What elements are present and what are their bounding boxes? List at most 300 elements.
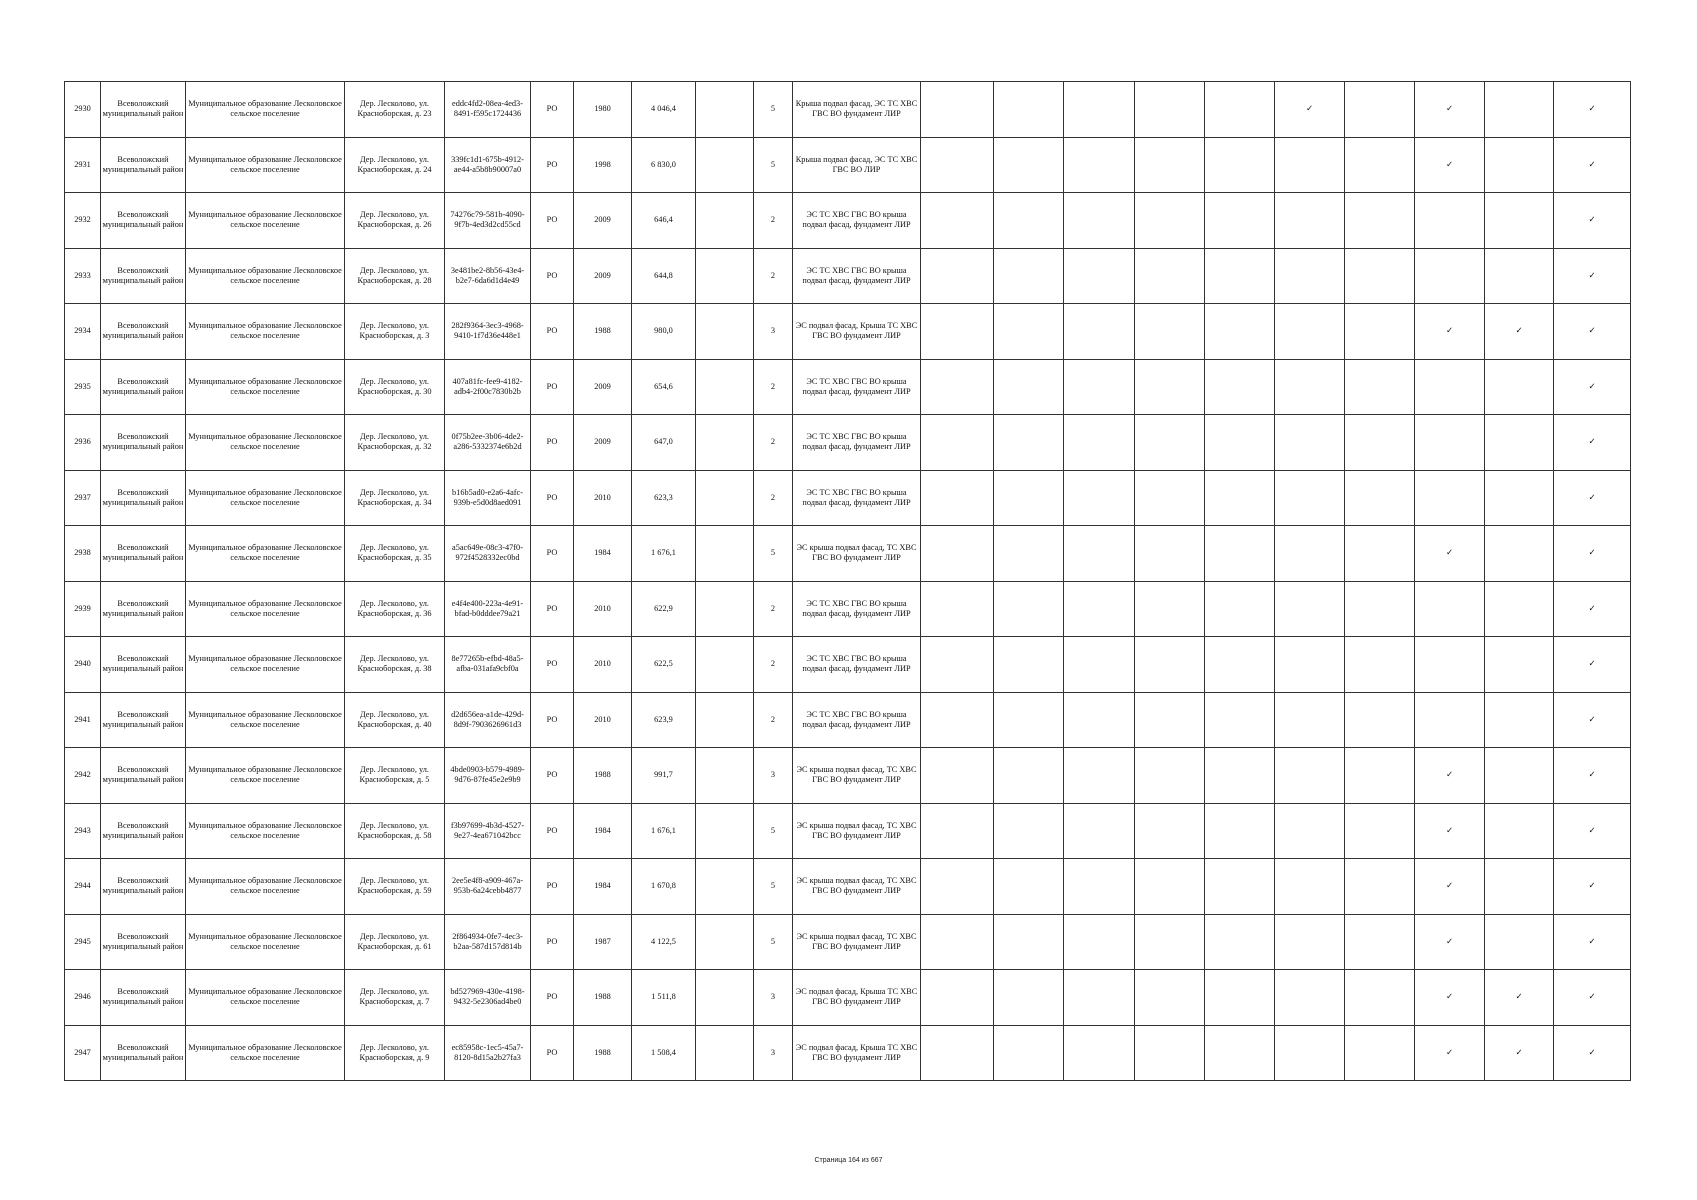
district-cell: Всеволожский муниципальный район bbox=[101, 914, 186, 970]
municipality-cell: Муниципальное образование Лесколовское сельское поселение bbox=[186, 859, 345, 915]
row-number-cell: 2937 bbox=[65, 470, 101, 526]
address-cell: Дер. Лесколово, ул. Красноборская, д. 38 bbox=[345, 637, 445, 693]
empty-cell bbox=[921, 359, 994, 415]
empty-cell bbox=[696, 415, 754, 471]
total-area-cell: 6 830,0 bbox=[632, 137, 696, 193]
total-area-cell: 644,8 bbox=[632, 248, 696, 304]
empty-cell bbox=[1205, 415, 1275, 471]
house-guid-cell: b16b5ad0-e2a6-4afc-939b-e5d0d8aed091 bbox=[445, 470, 531, 526]
floors-cell: 5 bbox=[754, 914, 793, 970]
works-list-cell: ЭС подвал фасад, Крыша ТС ХВС ГВС ВО фундамент ЛИР bbox=[793, 970, 921, 1026]
empty-cell bbox=[1485, 637, 1554, 693]
total-area-cell: 980,0 bbox=[632, 304, 696, 360]
build-year-cell: 1998 bbox=[574, 137, 632, 193]
empty-cell bbox=[1345, 1025, 1415, 1081]
table-row bbox=[65, 248, 1631, 304]
empty-cell bbox=[1135, 859, 1205, 915]
check-mark-icon: ✓ bbox=[1485, 970, 1554, 1026]
empty-cell bbox=[1135, 304, 1205, 360]
works-list-cell: ЭС крыша подвал фасад, ТС ХВС ГВС ВО фундамент ЛИР bbox=[793, 526, 921, 582]
empty-cell bbox=[994, 193, 1064, 249]
address-cell: Дер. Лесколово, ул. Красноборская, д. 35 bbox=[345, 526, 445, 582]
empty-cell bbox=[1345, 803, 1415, 859]
empty-cell bbox=[921, 914, 994, 970]
empty-cell bbox=[994, 692, 1064, 748]
build-year-cell: 1988 bbox=[574, 748, 632, 804]
municipality-cell: Муниципальное образование Лесколовское сельское поселение bbox=[186, 526, 345, 582]
check-mark-icon: ✓ bbox=[1485, 1025, 1554, 1081]
row-number-cell: 2947 bbox=[65, 1025, 101, 1081]
total-area-cell: 647,0 bbox=[632, 415, 696, 471]
municipality-cell: Муниципальное образование Лесколовское сельское поселение bbox=[186, 581, 345, 637]
row-number-cell: 2941 bbox=[65, 692, 101, 748]
row-number-cell: 2932 bbox=[65, 193, 101, 249]
empty-cell bbox=[921, 415, 994, 471]
build-year-cell: 1984 bbox=[574, 859, 632, 915]
table-row bbox=[65, 1025, 1631, 1081]
check-mark-icon: ✓ bbox=[1415, 803, 1485, 859]
check-mark-icon: ✓ bbox=[1415, 859, 1485, 915]
district-cell: Всеволожский муниципальный район bbox=[101, 470, 186, 526]
build-year-cell: 1988 bbox=[574, 1025, 632, 1081]
fund-type-cell: РО bbox=[531, 859, 574, 915]
empty-cell bbox=[1485, 581, 1554, 637]
district-cell: Всеволожский муниципальный район bbox=[101, 748, 186, 804]
fund-type-cell: РО bbox=[531, 914, 574, 970]
total-area-cell: 622,5 bbox=[632, 637, 696, 693]
total-area-cell: 4 046,4 bbox=[632, 82, 696, 138]
empty-cell bbox=[1135, 470, 1205, 526]
row-number-cell: 2943 bbox=[65, 803, 101, 859]
district-cell: Всеволожский муниципальный район bbox=[101, 803, 186, 859]
empty-cell bbox=[1345, 581, 1415, 637]
district-cell: Всеволожский муниципальный район bbox=[101, 859, 186, 915]
address-cell: Дер. Лесколово, ул. Красноборская, д. 40 bbox=[345, 692, 445, 748]
empty-cell bbox=[921, 82, 994, 138]
empty-cell bbox=[1485, 692, 1554, 748]
row-number-cell: 2942 bbox=[65, 748, 101, 804]
check-mark-icon: ✓ bbox=[1415, 137, 1485, 193]
table-row bbox=[65, 859, 1631, 915]
empty-cell bbox=[1345, 359, 1415, 415]
total-area-cell: 623,9 bbox=[632, 692, 696, 748]
check-mark-icon: ✓ bbox=[1415, 914, 1485, 970]
municipality-cell: Муниципальное образование Лесколовское сельское поселение bbox=[186, 82, 345, 138]
house-guid-cell: f3b97699-4b3d-4527-9e27-4ea671042bcc bbox=[445, 803, 531, 859]
house-guid-cell: 8e77265b-efbd-48a5-afba-031afa9cbf0a bbox=[445, 637, 531, 693]
works-list-cell: ЭС ТС ХВС ГВС ВО крыша подвал фасад, фундамент ЛИР bbox=[793, 470, 921, 526]
empty-cell bbox=[696, 859, 754, 915]
works-list-cell: ЭС ТС ХВС ГВС ВО крыша подвал фасад, фундамент ЛИР bbox=[793, 193, 921, 249]
total-area-cell: 991,7 bbox=[632, 748, 696, 804]
empty-cell bbox=[1485, 914, 1554, 970]
municipality-cell: Муниципальное образование Лесколовское сельское поселение bbox=[186, 193, 345, 249]
check-mark-icon: ✓ bbox=[1554, 970, 1631, 1026]
build-year-cell: 1984 bbox=[574, 526, 632, 582]
empty-cell bbox=[696, 137, 754, 193]
empty-cell bbox=[1064, 137, 1135, 193]
empty-cell bbox=[1205, 748, 1275, 804]
district-cell: Всеволожский муниципальный район bbox=[101, 970, 186, 1026]
empty-cell bbox=[1135, 692, 1205, 748]
build-year-cell: 1980 bbox=[574, 82, 632, 138]
works-list-cell: ЭС ТС ХВС ГВС ВО крыша подвал фасад, фундамент ЛИР bbox=[793, 359, 921, 415]
check-mark-icon: ✓ bbox=[1554, 359, 1631, 415]
check-mark-icon: ✓ bbox=[1554, 248, 1631, 304]
check-mark-icon: ✓ bbox=[1415, 748, 1485, 804]
empty-cell bbox=[696, 359, 754, 415]
empty-cell bbox=[1415, 470, 1485, 526]
empty-cell bbox=[994, 470, 1064, 526]
house-guid-cell: 339fc1d1-675b-4912-ae44-a5b8b90007a0 bbox=[445, 137, 531, 193]
municipality-cell: Муниципальное образование Лесколовское сельское поселение bbox=[186, 637, 345, 693]
empty-cell bbox=[1135, 637, 1205, 693]
empty-cell bbox=[696, 637, 754, 693]
address-cell: Дер. Лесколово, ул. Красноборская, д. 34 bbox=[345, 470, 445, 526]
empty-cell bbox=[1485, 359, 1554, 415]
check-mark-icon: ✓ bbox=[1415, 1025, 1485, 1081]
empty-cell bbox=[921, 193, 994, 249]
check-mark-icon: ✓ bbox=[1415, 82, 1485, 138]
empty-cell bbox=[921, 304, 994, 360]
empty-cell bbox=[1135, 581, 1205, 637]
check-mark-icon: ✓ bbox=[1554, 637, 1631, 693]
empty-cell bbox=[1275, 137, 1345, 193]
empty-cell bbox=[1485, 82, 1554, 138]
works-list-cell: ЭС крыша подвал фасад, ТС ХВС ГВС ВО фундамент ЛИР bbox=[793, 748, 921, 804]
floors-cell: 3 bbox=[754, 970, 793, 1026]
house-guid-cell: e4f4e400-223a-4e91-bfad-b0dddee79a21 bbox=[445, 581, 531, 637]
house-guid-cell: a5ac649e-08c3-47f0-972f4528332ec0bd bbox=[445, 526, 531, 582]
address-cell: Дер. Лесколово, ул. Красноборская, д. 9 bbox=[345, 1025, 445, 1081]
row-number-cell: 2944 bbox=[65, 859, 101, 915]
empty-cell bbox=[1485, 803, 1554, 859]
table-row bbox=[65, 637, 1631, 693]
table-row bbox=[65, 692, 1631, 748]
build-year-cell: 2010 bbox=[574, 581, 632, 637]
empty-cell bbox=[994, 581, 1064, 637]
floors-cell: 2 bbox=[754, 193, 793, 249]
build-year-cell: 1988 bbox=[574, 970, 632, 1026]
empty-cell bbox=[1135, 526, 1205, 582]
fund-type-cell: РО bbox=[531, 415, 574, 471]
works-list-cell: ЭС ТС ХВС ГВС ВО крыша подвал фасад, фундамент ЛИР bbox=[793, 248, 921, 304]
empty-cell bbox=[1345, 859, 1415, 915]
table-row bbox=[65, 193, 1631, 249]
empty-cell bbox=[1064, 803, 1135, 859]
empty-cell bbox=[1205, 970, 1275, 1026]
district-cell: Всеволожский муниципальный район bbox=[101, 137, 186, 193]
empty-cell bbox=[1205, 82, 1275, 138]
empty-cell bbox=[1205, 137, 1275, 193]
table-row bbox=[65, 137, 1631, 193]
empty-cell bbox=[1205, 526, 1275, 582]
house-guid-cell: 282f9364-3ec3-4968-9410-1f7d36e448e1 bbox=[445, 304, 531, 360]
check-mark-icon: ✓ bbox=[1554, 193, 1631, 249]
empty-cell bbox=[1345, 137, 1415, 193]
check-mark-icon: ✓ bbox=[1554, 470, 1631, 526]
house-guid-cell: d2d656ea-a1de-429d-8d9f-7903626961d3 bbox=[445, 692, 531, 748]
municipality-cell: Муниципальное образование Лесколовское сельское поселение bbox=[186, 359, 345, 415]
check-mark-icon: ✓ bbox=[1554, 526, 1631, 582]
municipality-cell: Муниципальное образование Лесколовское сельское поселение bbox=[186, 914, 345, 970]
empty-cell bbox=[1415, 637, 1485, 693]
empty-cell bbox=[1275, 526, 1345, 582]
empty-cell bbox=[1275, 304, 1345, 360]
empty-cell bbox=[994, 415, 1064, 471]
empty-cell bbox=[921, 526, 994, 582]
floors-cell: 3 bbox=[754, 304, 793, 360]
floors-cell: 2 bbox=[754, 415, 793, 471]
empty-cell bbox=[1345, 304, 1415, 360]
empty-cell bbox=[1485, 859, 1554, 915]
floors-cell: 5 bbox=[754, 859, 793, 915]
build-year-cell: 1987 bbox=[574, 914, 632, 970]
municipality-cell: Муниципальное образование Лесколовское сельское поселение bbox=[186, 692, 345, 748]
empty-cell bbox=[1345, 193, 1415, 249]
table-row bbox=[65, 581, 1631, 637]
empty-cell bbox=[1275, 470, 1345, 526]
row-number-cell: 2933 bbox=[65, 248, 101, 304]
district-cell: Всеволожский муниципальный район bbox=[101, 1025, 186, 1081]
works-list-cell: Крыша подвал фасад, ЭС ТС ХВС ГВС ВО фундамент ЛИР bbox=[793, 82, 921, 138]
empty-cell bbox=[1064, 193, 1135, 249]
total-area-cell: 622,9 bbox=[632, 581, 696, 637]
empty-cell bbox=[1064, 859, 1135, 915]
empty-cell bbox=[1415, 248, 1485, 304]
address-cell: Дер. Лесколово, ул. Красноборская, д. 36 bbox=[345, 581, 445, 637]
works-list-cell: ЭС ТС ХВС ГВС ВО крыша подвал фасад, фундамент ЛИР bbox=[793, 581, 921, 637]
build-year-cell: 1988 bbox=[574, 304, 632, 360]
page-footer: Страница 164 из 667 bbox=[814, 1157, 883, 1164]
works-list-cell: ЭС ТС ХВС ГВС ВО крыша подвал фасад, фундамент ЛИР bbox=[793, 692, 921, 748]
row-number-cell: 2939 bbox=[65, 581, 101, 637]
empty-cell bbox=[1345, 82, 1415, 138]
total-area-cell: 1 511,8 bbox=[632, 970, 696, 1026]
row-number-cell: 2931 bbox=[65, 137, 101, 193]
build-year-cell: 2009 bbox=[574, 248, 632, 304]
floors-cell: 2 bbox=[754, 637, 793, 693]
empty-cell bbox=[1275, 415, 1345, 471]
house-guid-cell: 407a81fc-fee9-4182-adb4-2f00c7830b2b bbox=[445, 359, 531, 415]
district-cell: Всеволожский муниципальный район bbox=[101, 82, 186, 138]
house-guid-cell: 2f864934-0fe7-4ec3-b2aa-587d157d814b bbox=[445, 914, 531, 970]
empty-cell bbox=[994, 304, 1064, 360]
empty-cell bbox=[1064, 359, 1135, 415]
total-area-cell: 1 676,1 bbox=[632, 803, 696, 859]
empty-cell bbox=[1275, 193, 1345, 249]
works-list-cell: ЭС крыша подвал фасад, ТС ХВС ГВС ВО фундамент ЛИР bbox=[793, 914, 921, 970]
municipality-cell: Муниципальное образование Лесколовское сельское поселение bbox=[186, 970, 345, 1026]
table-row bbox=[65, 970, 1631, 1026]
row-number-cell: 2945 bbox=[65, 914, 101, 970]
empty-cell bbox=[1485, 526, 1554, 582]
empty-cell bbox=[1275, 692, 1345, 748]
empty-cell bbox=[994, 914, 1064, 970]
row-number-cell: 2930 bbox=[65, 82, 101, 138]
house-guid-cell: bd527969-430e-4198-9432-5e2306ad4be0 bbox=[445, 970, 531, 1026]
empty-cell bbox=[1205, 359, 1275, 415]
empty-cell bbox=[1345, 970, 1415, 1026]
empty-cell bbox=[1064, 914, 1135, 970]
empty-cell bbox=[921, 1025, 994, 1081]
address-cell: Дер. Лесколово, ул. Красноборская, д. 3 bbox=[345, 304, 445, 360]
empty-cell bbox=[921, 581, 994, 637]
fund-type-cell: РО bbox=[531, 748, 574, 804]
empty-cell bbox=[1205, 859, 1275, 915]
empty-cell bbox=[1275, 803, 1345, 859]
address-cell: Дер. Лесколово, ул. Красноборская, д. 26 bbox=[345, 193, 445, 249]
house-guid-cell: 0f75b2ee-3b06-4de2-a286-5332374e6b2d bbox=[445, 415, 531, 471]
address-cell: Дер. Лесколово, ул. Красноборская, д. 61 bbox=[345, 914, 445, 970]
empty-cell bbox=[1064, 748, 1135, 804]
total-area-cell: 654,6 bbox=[632, 359, 696, 415]
check-mark-icon: ✓ bbox=[1554, 304, 1631, 360]
floors-cell: 2 bbox=[754, 581, 793, 637]
fund-type-cell: РО bbox=[531, 248, 574, 304]
empty-cell bbox=[1064, 82, 1135, 138]
check-mark-icon: ✓ bbox=[1554, 859, 1631, 915]
empty-cell bbox=[696, 1025, 754, 1081]
empty-cell bbox=[1415, 581, 1485, 637]
empty-cell bbox=[1275, 1025, 1345, 1081]
district-cell: Всеволожский муниципальный район bbox=[101, 304, 186, 360]
check-mark-icon: ✓ bbox=[1554, 415, 1631, 471]
check-mark-icon: ✓ bbox=[1554, 1025, 1631, 1081]
house-guid-cell: ec85958c-1ec5-45a7-8120-8d15a2b27fa3 bbox=[445, 1025, 531, 1081]
check-mark-icon: ✓ bbox=[1554, 914, 1631, 970]
fund-type-cell: РО bbox=[531, 637, 574, 693]
empty-cell bbox=[1275, 748, 1345, 804]
empty-cell bbox=[1064, 304, 1135, 360]
municipality-cell: Муниципальное образование Лесколовское сельское поселение bbox=[186, 304, 345, 360]
works-list-cell: ЭС ТС ХВС ГВС ВО крыша подвал фасад, фундамент ЛИР bbox=[793, 415, 921, 471]
empty-cell bbox=[1485, 748, 1554, 804]
check-mark-icon: ✓ bbox=[1275, 82, 1345, 138]
empty-cell bbox=[696, 748, 754, 804]
empty-cell bbox=[1415, 359, 1485, 415]
empty-cell bbox=[1135, 415, 1205, 471]
table-row bbox=[65, 359, 1631, 415]
fund-type-cell: РО bbox=[531, 193, 574, 249]
works-list-cell: ЭС подвал фасад, Крыша ТС ХВС ГВС ВО фундамент ЛИР bbox=[793, 304, 921, 360]
floors-cell: 2 bbox=[754, 692, 793, 748]
empty-cell bbox=[1275, 859, 1345, 915]
empty-cell bbox=[1485, 137, 1554, 193]
empty-cell bbox=[1135, 748, 1205, 804]
district-cell: Всеволожский муниципальный район bbox=[101, 193, 186, 249]
fund-type-cell: РО bbox=[531, 1025, 574, 1081]
empty-cell bbox=[994, 637, 1064, 693]
empty-cell bbox=[921, 248, 994, 304]
address-cell: Дер. Лесколово, ул. Красноборская, д. 30 bbox=[345, 359, 445, 415]
address-cell: Дер. Лесколово, ул. Красноборская, д. 23 bbox=[345, 82, 445, 138]
empty-cell bbox=[1275, 637, 1345, 693]
empty-cell bbox=[696, 692, 754, 748]
empty-cell bbox=[1485, 415, 1554, 471]
empty-cell bbox=[1135, 137, 1205, 193]
municipality-cell: Муниципальное образование Лесколовское сельское поселение bbox=[186, 137, 345, 193]
total-area-cell: 646,4 bbox=[632, 193, 696, 249]
district-cell: Всеволожский муниципальный район bbox=[101, 637, 186, 693]
fund-type-cell: РО bbox=[531, 359, 574, 415]
empty-cell bbox=[994, 748, 1064, 804]
floors-cell: 2 bbox=[754, 359, 793, 415]
empty-cell bbox=[1135, 970, 1205, 1026]
build-year-cell: 2010 bbox=[574, 692, 632, 748]
empty-cell bbox=[1205, 193, 1275, 249]
fund-type-cell: РО bbox=[531, 803, 574, 859]
empty-cell bbox=[994, 137, 1064, 193]
row-number-cell: 2934 bbox=[65, 304, 101, 360]
empty-cell bbox=[1135, 914, 1205, 970]
empty-cell bbox=[1345, 415, 1415, 471]
table-row bbox=[65, 415, 1631, 471]
empty-cell bbox=[1135, 359, 1205, 415]
empty-cell bbox=[1064, 526, 1135, 582]
fund-type-cell: РО bbox=[531, 526, 574, 582]
check-mark-icon: ✓ bbox=[1554, 137, 1631, 193]
fund-type-cell: РО bbox=[531, 137, 574, 193]
build-year-cell: 1984 bbox=[574, 803, 632, 859]
empty-cell bbox=[994, 859, 1064, 915]
empty-cell bbox=[1205, 637, 1275, 693]
empty-cell bbox=[921, 859, 994, 915]
empty-cell bbox=[1345, 692, 1415, 748]
fund-type-cell: РО bbox=[531, 82, 574, 138]
empty-cell bbox=[921, 637, 994, 693]
empty-cell bbox=[1135, 803, 1205, 859]
empty-cell bbox=[1064, 970, 1135, 1026]
empty-cell bbox=[1345, 748, 1415, 804]
empty-cell bbox=[696, 970, 754, 1026]
empty-cell bbox=[1415, 193, 1485, 249]
empty-cell bbox=[921, 137, 994, 193]
empty-cell bbox=[994, 359, 1064, 415]
floors-cell: 2 bbox=[754, 470, 793, 526]
empty-cell bbox=[1345, 914, 1415, 970]
empty-cell bbox=[1064, 581, 1135, 637]
house-guid-cell: 2ee5e4f8-a909-467a-953b-6a24cebb4877 bbox=[445, 859, 531, 915]
total-area-cell: 1 676,1 bbox=[632, 526, 696, 582]
fund-type-cell: РО bbox=[531, 970, 574, 1026]
total-area-cell: 623,3 bbox=[632, 470, 696, 526]
empty-cell bbox=[921, 692, 994, 748]
empty-cell bbox=[1205, 248, 1275, 304]
empty-cell bbox=[1415, 415, 1485, 471]
address-cell: Дер. Лесколово, ул. Красноборская, д. 5 bbox=[345, 748, 445, 804]
empty-cell bbox=[696, 803, 754, 859]
empty-cell bbox=[1275, 914, 1345, 970]
address-cell: Дер. Лесколово, ул. Красноборская, д. 24 bbox=[345, 137, 445, 193]
empty-cell bbox=[696, 82, 754, 138]
floors-cell: 2 bbox=[754, 248, 793, 304]
table-row bbox=[65, 803, 1631, 859]
empty-cell bbox=[696, 581, 754, 637]
empty-cell bbox=[1345, 526, 1415, 582]
empty-cell bbox=[696, 193, 754, 249]
empty-cell bbox=[921, 748, 994, 804]
district-cell: Всеволожский муниципальный район bbox=[101, 526, 186, 582]
check-mark-icon: ✓ bbox=[1554, 803, 1631, 859]
table-row bbox=[65, 82, 1631, 138]
address-cell: Дер. Лесколово, ул. Красноборская, д. 58 bbox=[345, 803, 445, 859]
empty-cell bbox=[696, 470, 754, 526]
house-guid-cell: 74276c79-581b-4090-9f7b-4ed3d2cd55cd bbox=[445, 193, 531, 249]
total-area-cell: 1 508,4 bbox=[632, 1025, 696, 1081]
empty-cell bbox=[1205, 803, 1275, 859]
build-year-cell: 2009 bbox=[574, 359, 632, 415]
